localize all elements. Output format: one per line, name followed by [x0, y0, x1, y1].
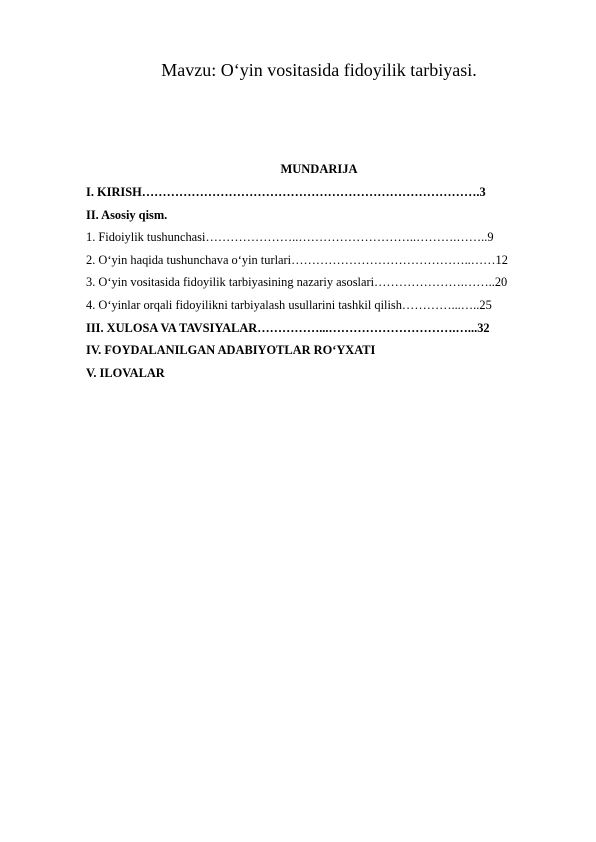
toc-entry-text: 2. O‘yin haqida tushunchava o‘yin turlari	[86, 252, 292, 267]
toc-entry	[86, 204, 556, 227]
toc-entry-page: 20	[494, 275, 508, 290]
toc-entry-text: II. Asosiy qism.	[86, 207, 168, 222]
toc-entry-text: V. ILOVALAR	[86, 365, 165, 380]
toc-entry	[86, 339, 556, 362]
toc-entry	[86, 249, 556, 272]
toc-entry-dots: …………………..………………………..……….……..	[205, 230, 488, 245]
toc-entry-text: 1. Fidoiylik tushunchasi	[86, 230, 206, 245]
toc-entry-dots: ……………...………………………….…...	[257, 320, 478, 335]
toc-entry	[86, 226, 556, 249]
toc-entry	[86, 294, 556, 317]
toc-entry-text: IV. FOYDALANILGAN ADABIYOTLAR RO‘YXATI	[86, 343, 376, 358]
table-of-contents	[86, 181, 556, 384]
toc-entry-page: 9	[487, 230, 494, 245]
toc-entry-text: I. KIRISH	[86, 185, 142, 199]
toc-entry-text: 3. O‘yin vositasida fidoyilik tarbiyasining nazariy asoslari	[86, 275, 375, 290]
toc-entry	[86, 271, 556, 294]
toc-entry-page: 3	[479, 185, 486, 199]
toc-entry-dots: ………………….……..	[374, 275, 495, 290]
toc-entry-dots: ……………………………………………………………………….	[141, 185, 480, 199]
toc-entry-dots: ……………………………………..……	[291, 252, 496, 267]
toc-entry-dots: …………...…..	[401, 297, 480, 312]
document-title: Mavzu: O‘yin vositasida fidoyilik tarbiyasi.	[161, 60, 477, 80]
toc-entry-text: III. XULOSA VA TAVSIYALAR	[86, 320, 258, 335]
toc-heading: MUNDARIJA	[280, 162, 358, 176]
toc-entry	[86, 181, 556, 204]
toc-entry-text: 4. O‘yinlar orqali fidoyilikni tarbiyalash usullarini tashkil qilish	[86, 297, 402, 312]
toc-entry	[86, 317, 556, 340]
toc-entry-page: 32	[477, 320, 490, 335]
toc-entry	[86, 362, 556, 385]
toc-entry-page: 12	[495, 252, 508, 267]
toc-entry-page: 25	[479, 297, 492, 312]
